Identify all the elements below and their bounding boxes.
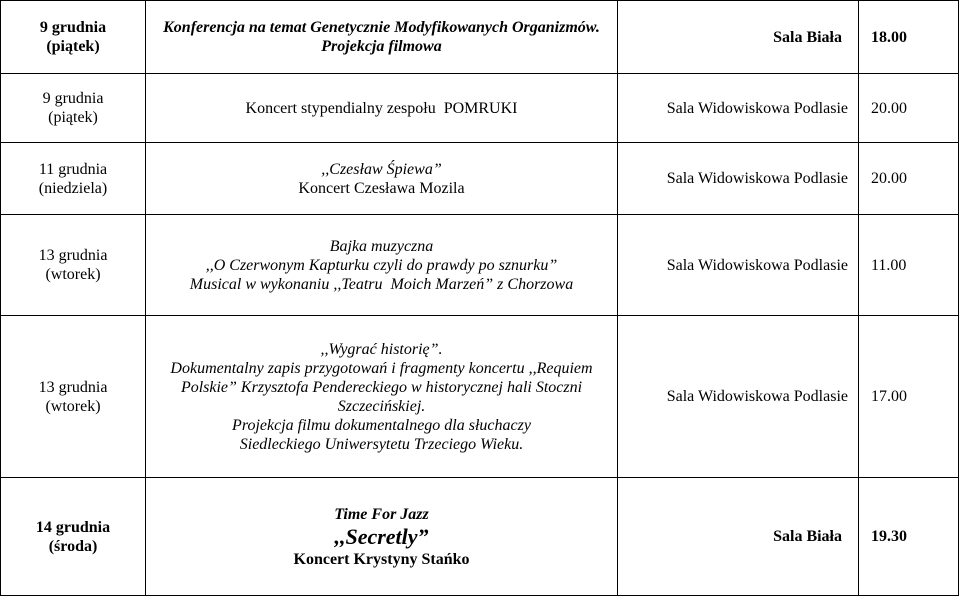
event-title-cell [146,143,618,215]
event-row [1,478,959,596]
event-venue: Sala Biała [618,478,859,596]
event-day: (wtorek) [45,266,101,283]
event-venue: Sala Widowiskowa Podlasie [618,143,859,215]
event-title-line: ,,Wygrać historię”. [320,340,443,358]
event-title-line: Konferencja na temat Genetycznie Modyfikowanych Organizmów. [163,19,600,36]
event-date: 11 grudnia [38,160,108,178]
event-row [1,74,959,143]
event-date-cell [1,1,146,74]
event-day: (piątek) [48,109,98,126]
event-title-line: Szczecińskiej. [337,397,426,415]
event-title-cell [146,215,618,316]
event-time: 17.00 [859,316,959,478]
event-venue: Sala Widowiskowa Podlasie [618,215,859,316]
event-date-cell [1,478,146,596]
event-date: 14 grudnia [35,518,111,536]
event-time: 18.00 [859,1,959,74]
event-date-cell [1,74,146,143]
event-row [1,316,959,478]
event-title-line: Koncert Czesława Mozila [298,179,465,197]
event-date-cell [1,215,146,316]
event-venue: Sala Widowiskowa Podlasie [618,316,859,478]
event-date: 9 grudnia [42,90,104,107]
event-title-cell [146,478,618,596]
event-day: (piątek) [46,38,100,55]
event-title-line: Polskie” Krzysztofa Pendereckiego w historycznej hali Stoczni [180,378,583,396]
event-date: 13 grudnia [38,247,108,264]
event-title-line: ,,Czesław Śpiewa” [321,160,442,178]
event-title-line: Projekcja filmowa [321,38,442,55]
event-title-line: Dokumentalny zapis przygotowań i fragmenty koncertu ,,Requiem [170,359,593,377]
event-time: 11.00 [859,215,959,316]
event-venue: Sala Biała [618,1,859,74]
event-row [1,215,959,316]
event-venue: Sala Widowiskowa Podlasie [618,74,859,143]
event-title-line: Musical w wykonaniu ,,Teatru Moich Marzeń” z Chorzowa [189,275,574,293]
event-title-line: ,,O Czerwonym Kapturku czyli do prawdy po sznurku” [205,256,558,274]
event-title-line: ,,Secretly” [334,523,429,549]
event-title-line: Time For Jazz [334,505,429,523]
event-date-cell [1,143,146,215]
event-row [1,1,959,74]
event-title-cell [146,316,618,478]
event-title-line: Projekcja filmu dokumentalnego dla słuchaczy [232,416,531,434]
event-title-line: Siedleckiego Uniwersytetu Trzeciego Wieku. [239,435,524,453]
event-date: 13 grudnia [38,378,108,396]
event-day: (niedziela) [38,179,108,197]
event-title-line: Koncert stypendialny zespołu POMRUKI [245,99,518,117]
event-day: (wtorek) [45,397,101,415]
event-day: (środa) [48,537,98,555]
event-time: 19.30 [859,478,959,596]
event-title-cell [146,1,618,74]
event-time: 20.00 [859,74,959,143]
event-title-line: Koncert Krystyny Stańko [293,550,470,568]
event-title-line: Bajka muzyczna [329,237,434,255]
event-title-cell [146,74,618,143]
event-row [1,143,959,215]
event-date: 9 grudnia [39,19,107,36]
event-date-cell [1,316,146,478]
event-time: 20.00 [859,143,959,215]
